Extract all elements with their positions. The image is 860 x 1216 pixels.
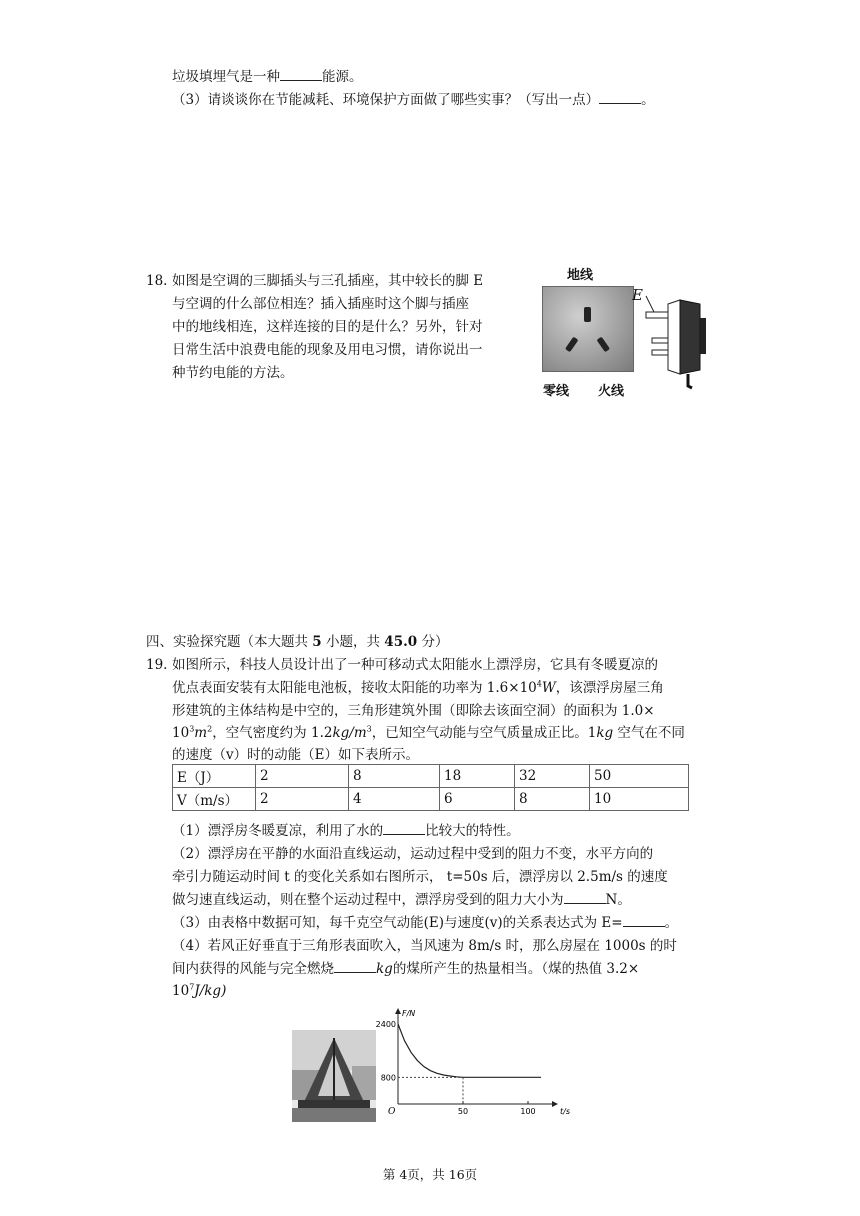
y-tick-label: 800 [380, 1073, 396, 1083]
origin-label: O [388, 1107, 396, 1117]
table-row [173, 765, 689, 788]
q19-line-3: 形建筑的主体结构是中空的，三角形建筑外围（即除去该面空洞）的面积为 1.0× [172, 703, 655, 719]
q19-sub-3 [172, 912, 678, 934]
q19-sub-1 [172, 820, 520, 842]
unit: m [194, 725, 208, 741]
y-axis-arrow-icon [395, 1008, 401, 1014]
x-axis-label: t/s [560, 1107, 570, 1116]
q19-line-1: 如图所示，科技人员设计出了一种可移动式太阳能水上漂浮房，它具有冬暖夏凉的 [172, 657, 658, 673]
answer-blank[interactable] [383, 820, 425, 835]
q19-sub-4-line-2 [172, 958, 639, 980]
question-number: 19. [146, 657, 168, 673]
q18-line: 日常生活中浪费电能的现象及用电习惯，请你说出一 [172, 342, 483, 358]
section-heading-text: 分） [421, 634, 449, 650]
q17-text: 能源。 [322, 69, 363, 85]
table-cell: 50 [590, 765, 689, 788]
table-cell: 8 [349, 765, 440, 788]
q17-text: 。 [641, 92, 655, 108]
q17-text: 垃圾填埋气是一种 [172, 69, 280, 85]
table-cell: 2 [256, 788, 349, 811]
answer-blank[interactable] [334, 958, 376, 973]
q19-text: 间内获得的风能与完全燃烧 [172, 961, 334, 977]
q17-line-2 [172, 89, 655, 111]
superscript: 2 [207, 724, 213, 734]
q18-line: 中的地线相连，这样连接的目的是什么？另外，针对 [172, 319, 483, 335]
q19-text: 优点表面安装有太阳能电池板，接收太阳能的功率为 1.6×10 [172, 680, 537, 696]
y-axis-label: F/N [402, 1009, 416, 1018]
q19-sub-4-line-1: （4）若风正好垂直于三角形表面吹入，当风速为 8m/s 时，那么房屋在 1000s 的时 [172, 938, 677, 954]
q19-sub-2-line-2: 牵引力随运动时间 t 的变化关系如右图所示， t=50s 后，漂浮房以 2.5m/s 的速度 [172, 869, 668, 885]
unit: kg/m [332, 725, 367, 741]
q18-line: 与空调的什么部位相连？插入插座时这个脚与插座 [172, 296, 469, 312]
q19-sub-2-line-1: （2）漂浮房在平静的水面沿直线运动，运动过程中受到的阻力不变，水平方向的 [172, 846, 654, 862]
three-pin-socket-image [542, 286, 634, 372]
q19-text: 10 [172, 983, 190, 999]
answer-blank[interactable] [623, 912, 665, 927]
q19-line-2 [172, 677, 664, 699]
section-heading-text: 小题，共 [326, 634, 380, 650]
superscript: 4 [536, 679, 542, 689]
chart-marks [376, 1020, 541, 1116]
q19-text: 做匀速直线运动，则在整个运动过程中，漂浮房受到的阻力大小为 [172, 892, 564, 908]
force-curve [398, 1024, 541, 1077]
superscript: 7 [189, 982, 195, 992]
unit: kg [376, 961, 393, 977]
table-cell: 2 [256, 765, 349, 788]
q17-subquestion-3: （3）请谈谈你在节能减耗、环境保护方面做了哪些实事？（写出一点） [172, 92, 600, 108]
table-cell: 10 [590, 788, 689, 811]
unit: W [541, 680, 556, 696]
question-count: 5 [312, 634, 322, 650]
question-number: 18. [146, 273, 168, 289]
table-row [173, 788, 689, 811]
table-row-header: V（m/s） [173, 788, 256, 811]
q19-text: 空气在不同 [613, 725, 685, 741]
q19-text: ，该漂浮房屋三角 [555, 680, 664, 696]
q19-sub-4-line-3 [172, 980, 226, 1002]
q19-text: （3）由表格中数据可知，每千克空气动能(E)与速度(v)的关系表达式为 E= [172, 915, 623, 931]
label-neutral-wire: 零线 [543, 384, 570, 399]
label-pin-e: E [632, 286, 643, 304]
answer-blank[interactable] [280, 66, 322, 81]
section-heading-text: 四、实验探究题（本大题共 [146, 634, 308, 650]
q19-text: N。 [605, 892, 631, 908]
superscript: 3 [189, 724, 195, 734]
q19-line-4 [172, 722, 685, 744]
section-score: 45.0 [384, 634, 418, 650]
three-pin-plug-icon [640, 290, 720, 390]
answer-blank[interactable] [564, 889, 606, 904]
x-tick-label: 100 [520, 1107, 536, 1116]
table-cell: 32 [515, 765, 590, 788]
q19-text: 比较大的特性。 [425, 823, 520, 839]
table-cell: 4 [349, 788, 440, 811]
table-row-header: E（J） [173, 765, 256, 788]
socket-holes-icon [543, 287, 633, 371]
q19-text: ，已知空气动能与空气质量成正比。1 [371, 725, 597, 741]
x-axis-arrow-icon [552, 1101, 558, 1107]
floating-house-photo [292, 1030, 376, 1122]
energy-speed-table [172, 764, 689, 811]
table-cell: 18 [440, 765, 515, 788]
q19-text: 10 [172, 725, 190, 741]
q17-line-1 [172, 66, 363, 88]
unit: J/kg) [194, 983, 227, 999]
page-footer: 第 4页，共 16页 [382, 1167, 478, 1182]
q19-sub-2-line-3 [172, 889, 631, 911]
q19-text: 的煤所产生的热量相当。（煤的热值 3.2× [392, 961, 640, 977]
unit: kg [596, 725, 614, 741]
force-time-chart [375, 1000, 570, 1122]
answer-blank[interactable] [599, 89, 641, 104]
q18-line: 种节约电能的方法。 [172, 365, 294, 381]
q18-line: 如图是空调的三脚插头与三孔插座，其中较长的脚 E [172, 273, 484, 289]
section-heading [146, 631, 448, 653]
x-tick-label: 50 [457, 1107, 469, 1116]
q19-text: 。 [664, 915, 679, 931]
superscript: 3 [366, 724, 372, 734]
table-cell: 6 [440, 788, 515, 811]
q19-text: ，空气密度约为 1.2 [212, 725, 333, 741]
q19-line-5: 的速度（v）时的动能（E）如下表所示。 [172, 747, 419, 763]
label-ground-wire: 地线 [567, 268, 594, 283]
q19-text: （1）漂浮房冬暖夏凉，利用了水的 [172, 823, 384, 839]
table-cell: 8 [515, 788, 590, 811]
y-tick-label: 2400 [375, 1020, 396, 1029]
label-live-wire: 火线 [598, 384, 625, 399]
